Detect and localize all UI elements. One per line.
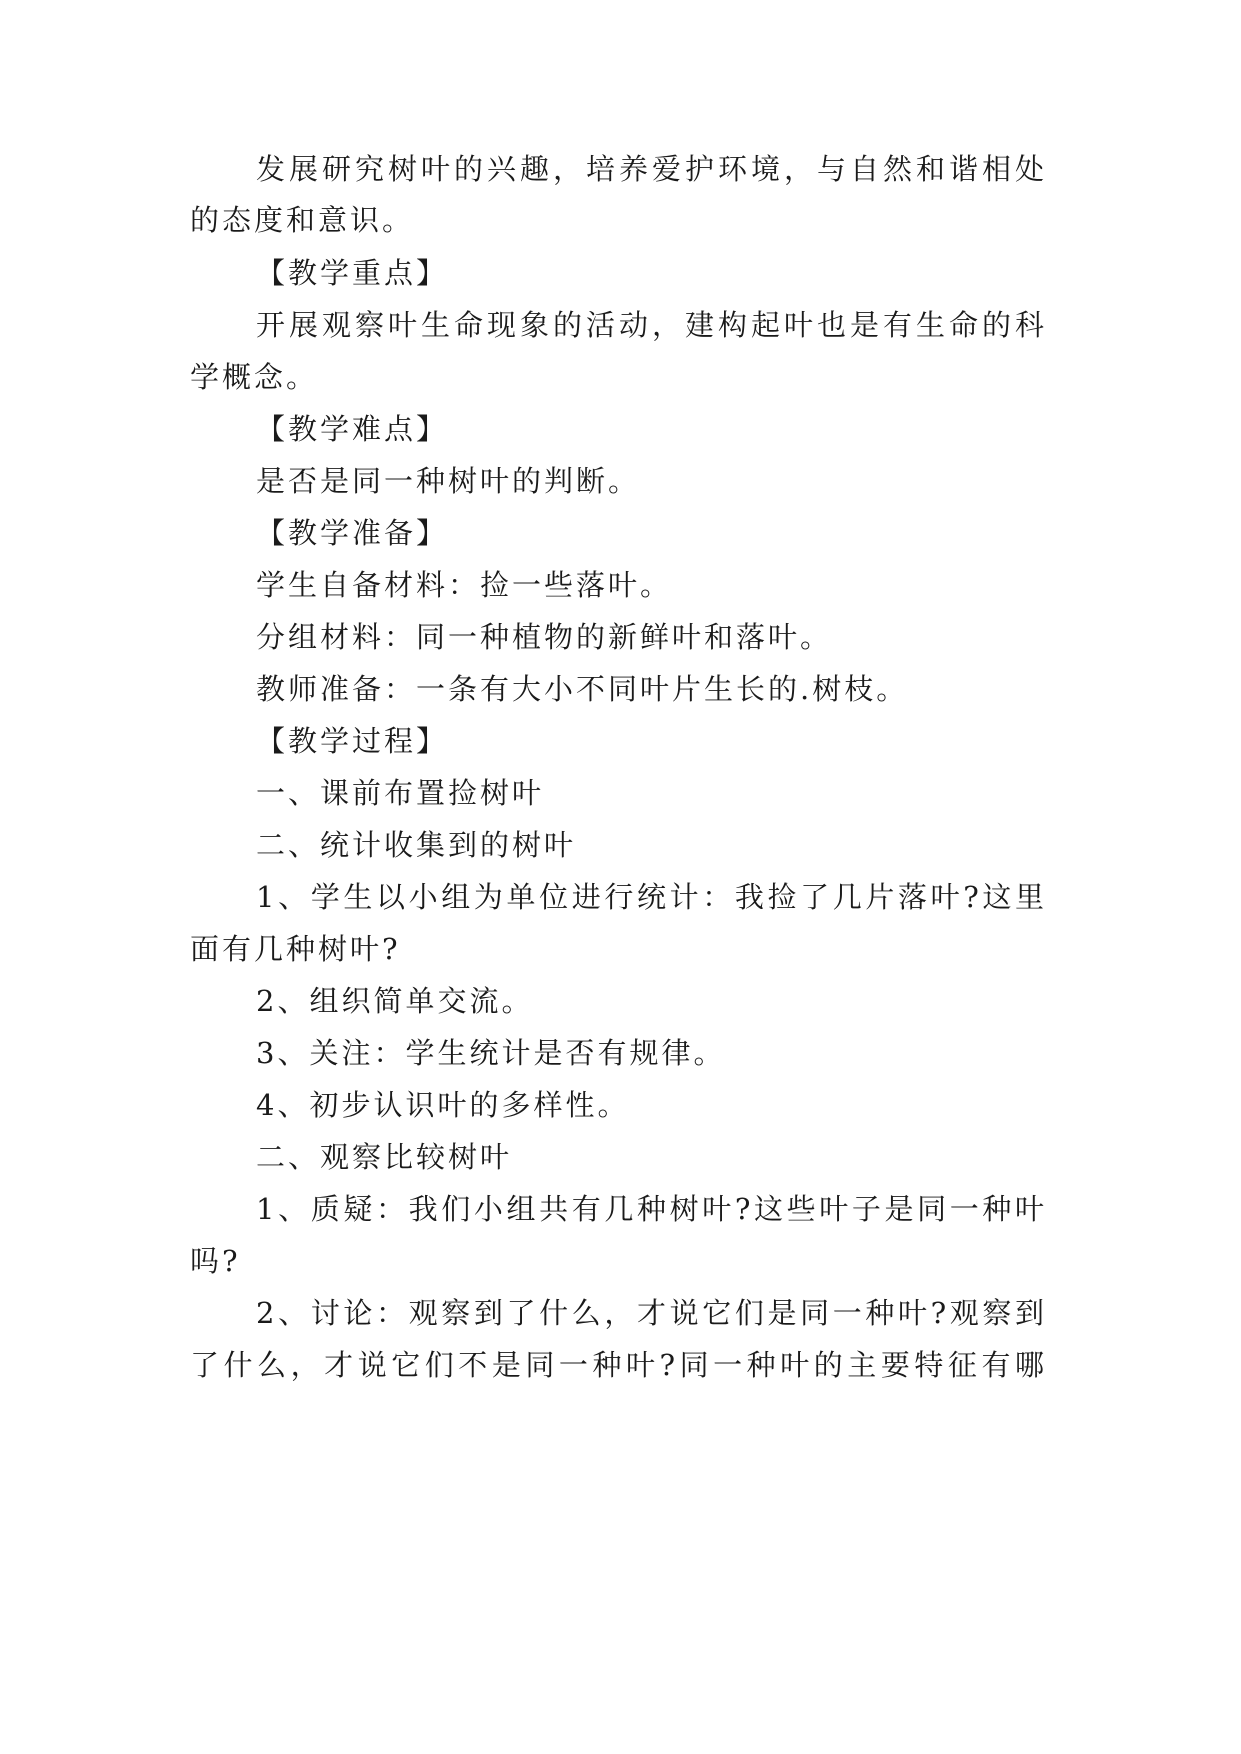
section-heading: 【教学过程】: [256, 724, 449, 758]
paragraph-line: 分组材料：同一种植物的新鲜叶和落叶。: [256, 620, 833, 654]
list-item: 二、统计收集到的树叶: [256, 828, 577, 862]
list-item: 3、关注：学生统计是否有规律。: [256, 1036, 726, 1070]
list-item: 1、质疑：我们小组共有几种树叶?这些叶子是同一种叶: [256, 1192, 1047, 1226]
section-heading: 【教学准备】: [256, 516, 449, 550]
paragraph-line: 学生自备材料：捡一些落叶。: [256, 568, 673, 602]
paragraph-line: 教师准备：一条有大小不同叶片生长的.树枝。: [256, 672, 909, 706]
paragraph-line: 开展观察叶生命现象的活动，建构起叶也是有生命的科: [256, 308, 1047, 342]
list-item: 一、课前布置捡树叶: [256, 776, 545, 810]
list-item: 2、讨论：观察到了什么，才说它们是同一种叶?观察到: [256, 1296, 1047, 1330]
paragraph-line: 面有几种树叶?: [190, 932, 401, 966]
section-heading: 【教学难点】: [256, 412, 449, 446]
paragraph-line: 发展研究树叶的兴趣，培养爱护环境，与自然和谐相处: [256, 152, 1047, 186]
list-item: 2、组织简单交流。: [256, 984, 534, 1018]
paragraph-line: 是否是同一种树叶的判断。: [256, 464, 641, 498]
paragraph-line: 了什么，才说它们不是同一种叶?同一种叶的主要特征有哪: [190, 1348, 1047, 1382]
list-item: 1、学生以小组为单位进行统计：我捡了几片落叶?这里: [256, 880, 1047, 914]
list-item: 4、初步认识叶的多样性。: [256, 1088, 630, 1122]
list-item: 二、观察比较树叶: [256, 1140, 513, 1174]
section-heading: 【教学重点】: [256, 256, 449, 290]
paragraph-line: 的态度和意识。: [190, 203, 415, 237]
paragraph-line: 学概念。: [190, 360, 319, 394]
paragraph-line: 吗?: [190, 1244, 241, 1278]
